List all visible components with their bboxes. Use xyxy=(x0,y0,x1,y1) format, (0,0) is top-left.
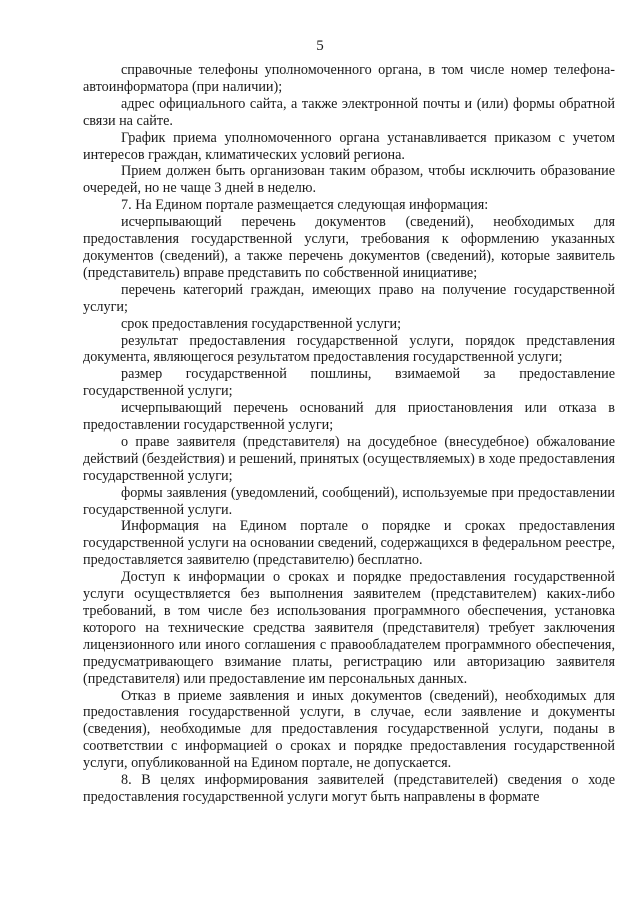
document-body xyxy=(83,62,615,806)
page-number: 5 xyxy=(316,38,324,54)
paragraph-reception-organization: Прием должен быть организован таким образом, чтобы исключить образование очередей, но не чаще 3 дней в неделю. xyxy=(83,163,615,197)
paragraph-refusal-not-allowed: Отказ в приеме заявления и иных документов (сведений), необходимых для предоставления государственной услуги, в случае, если заявление и документы (сведения), необходимые для предоставления государственной услуги, поданы в соответствии с информацией о сроках и порядке предоставления государственной услуги, опубликованной на Едином портале, не допускается. xyxy=(83,687,615,772)
paragraph-state-fee: размер государственной пошлины, взимаемой за предоставление государственной услуги; xyxy=(83,366,615,400)
paragraph-service-result: результат предоставления государственной услуги, порядок представления документа, являющегося результатом предоставления государственной услуги; xyxy=(83,332,615,366)
paragraph-section-8: 8. В целях информирования заявителей (представителей) сведения о ходе предоставления государственной услуги могут быть направлены в формате xyxy=(83,772,615,805)
paragraph-service-term: срок предоставления государственной услуги; xyxy=(121,315,402,332)
paragraph-appeal-right: о праве заявителя (представителя) на досудебное (внесудебное) обжалование действий (бездействия) и решений, принятых (осуществляемых) в ходе предоставления государственной услуги; xyxy=(83,433,616,484)
paragraph-citizen-categories: перечень категорий граждан, имеющих право на получение государственной услуги; xyxy=(83,281,615,315)
paragraph-free-information: Информация на Едином портале о порядке и сроках предоставления государственной услуги на основании сведений, содержащихся в федеральном реестре, предоставляется заявителю (представителю) бесплатно. xyxy=(83,518,615,569)
paragraph-application-forms: формы заявления (уведомлений, сообщений), используемые при предоставлении государственной услуги. xyxy=(83,484,615,518)
paragraph-refusal-grounds: исчерпывающий перечень оснований для приостановления или отказа в предоставлении государственной услуги; xyxy=(83,400,615,434)
paragraph-documents-list: исчерпывающий перечень документов (сведений), необходимых для предоставления государственной услуги, требования к оформлению указанных документов (сведений), а также перечень документов (сведений), которые заявитель (представитель) вправе представить по собственной инициативе; xyxy=(83,214,615,281)
paragraph-reception-schedule: График приема уполномоченного органа устанавливается приказом с учетом интересов граждан, климатических условий региона. xyxy=(83,129,615,163)
paragraph-section-7-heading: 7. На Едином портале размещается следующая информация: xyxy=(121,197,489,214)
paragraph-website-address: адрес официального сайта, а также электронной почты и (или) формы обратной связи на сайте. xyxy=(83,95,615,129)
paragraph-information-access: Доступ к информации о сроках и порядке предоставления государственной услуги осуществляется без выполнения заявителем (представителем) каких-либо требований, в том числе без использования программного обеспечения, установка которого на технические средства заявителя (представителя) требует заключения лицензионного или иного соглашения с правообладателем программного обеспечения, предусматривающего взимание платы, регистрацию или авторизацию заявителя (представителя) или предоставление им персональных данных. xyxy=(83,569,615,687)
paragraph-phone-numbers: справочные телефоны уполномоченного органа, в том числе номер телефона-автоинформатора (при наличии); xyxy=(83,62,615,95)
